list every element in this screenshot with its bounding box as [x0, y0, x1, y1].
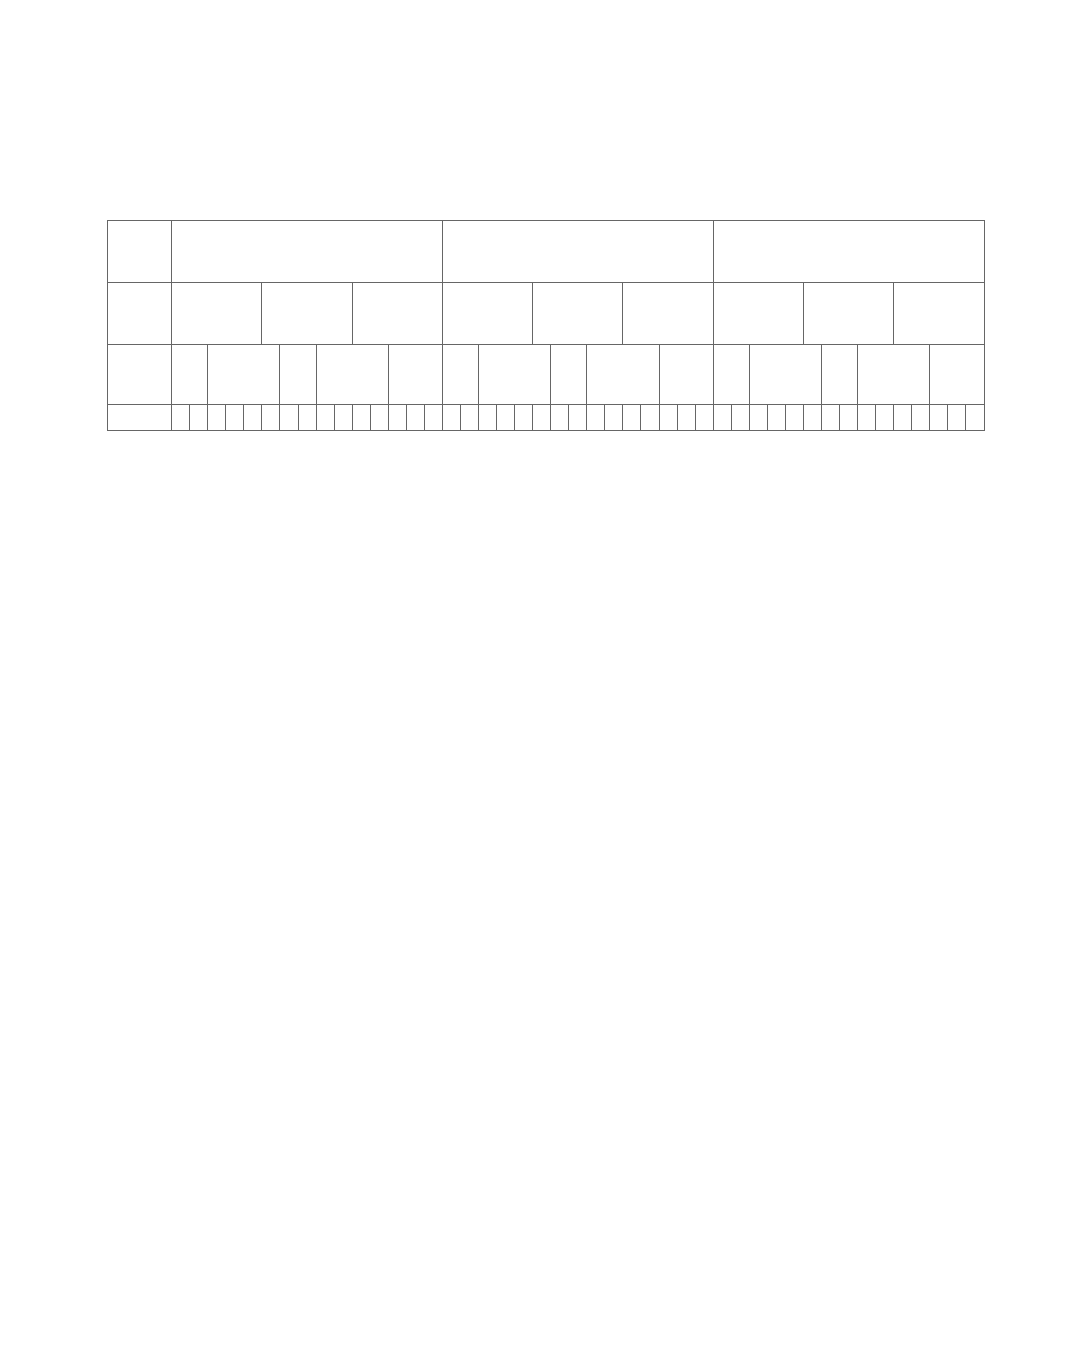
fenjin-cell — [172, 345, 208, 405]
degree-cell — [533, 405, 551, 431]
degree-cell — [497, 405, 515, 431]
degree-cell — [172, 405, 190, 431]
fenjin-cell — [316, 345, 388, 405]
degree-cell — [551, 405, 569, 431]
degree-cell — [894, 405, 912, 431]
degree-cell — [930, 405, 948, 431]
row-dragon — [108, 283, 985, 345]
degree-cell — [190, 405, 208, 431]
degree-cell — [858, 405, 876, 431]
degree-cell — [280, 405, 298, 431]
fenjin-cell — [822, 345, 858, 405]
fenjin-cell — [858, 345, 930, 405]
degree-cell — [569, 405, 587, 431]
degree-cell — [840, 405, 858, 431]
degree-cell — [623, 405, 641, 431]
degree-cell — [785, 405, 803, 431]
fenjin-cell — [659, 345, 713, 405]
row-label-degree — [108, 405, 172, 431]
mountain-name — [713, 221, 984, 283]
degree-cell — [352, 405, 370, 431]
dragon-name — [352, 283, 442, 345]
dragon-name — [533, 283, 623, 345]
degree-cell — [605, 405, 623, 431]
row-label-mountain — [108, 221, 172, 283]
degree-cell — [948, 405, 966, 431]
degree-cell — [677, 405, 695, 431]
degree-cell — [406, 405, 424, 431]
fenjin-cell — [280, 345, 316, 405]
degree-cell — [587, 405, 605, 431]
dragon-name — [623, 283, 713, 345]
fenjin-table-upper — [107, 220, 985, 431]
degree-cell — [298, 405, 316, 431]
row-label-fenjin — [108, 345, 172, 405]
degree-cell — [208, 405, 226, 431]
degree-cell — [912, 405, 930, 431]
degree-cell — [822, 405, 840, 431]
mountain-name — [442, 221, 713, 283]
dragon-name — [713, 283, 803, 345]
row-degree — [108, 405, 985, 431]
fenjin-cell — [713, 345, 749, 405]
degree-cell — [749, 405, 767, 431]
dragon-name — [262, 283, 352, 345]
degree-cell — [316, 405, 334, 431]
degree-cell — [731, 405, 749, 431]
degree-cell — [767, 405, 785, 431]
dragon-name — [172, 283, 262, 345]
fenjin-cell — [479, 345, 551, 405]
row-label-dragon — [108, 283, 172, 345]
degree-cell — [713, 405, 731, 431]
degree-cell — [262, 405, 280, 431]
degree-cell — [442, 405, 460, 431]
fenjin-cell — [442, 345, 478, 405]
fenjin-cell — [749, 345, 821, 405]
degree-cell — [370, 405, 388, 431]
fenjin-cell — [930, 345, 985, 405]
degree-cell — [388, 405, 406, 431]
degree-cell — [226, 405, 244, 431]
fenjin-cell — [388, 345, 442, 405]
fenjin-cell — [551, 345, 587, 405]
degree-cell — [659, 405, 677, 431]
degree-cell — [244, 405, 262, 431]
degree-cell — [803, 405, 821, 431]
degree-cell — [641, 405, 659, 431]
degree-cell — [479, 405, 497, 431]
dragon-name — [803, 283, 893, 345]
fenjin-cell — [208, 345, 280, 405]
row-mountain — [108, 221, 985, 283]
degree-cell — [334, 405, 352, 431]
degree-cell — [515, 405, 533, 431]
dragon-name — [894, 283, 985, 345]
row-fenjin — [108, 345, 985, 405]
degree-cell — [424, 405, 442, 431]
mountain-name — [172, 221, 443, 283]
degree-cell — [695, 405, 713, 431]
degree-cell — [461, 405, 479, 431]
degree-cell — [966, 405, 985, 431]
degree-cell — [876, 405, 894, 431]
dragon-name — [442, 283, 532, 345]
fenjin-cell — [587, 345, 659, 405]
